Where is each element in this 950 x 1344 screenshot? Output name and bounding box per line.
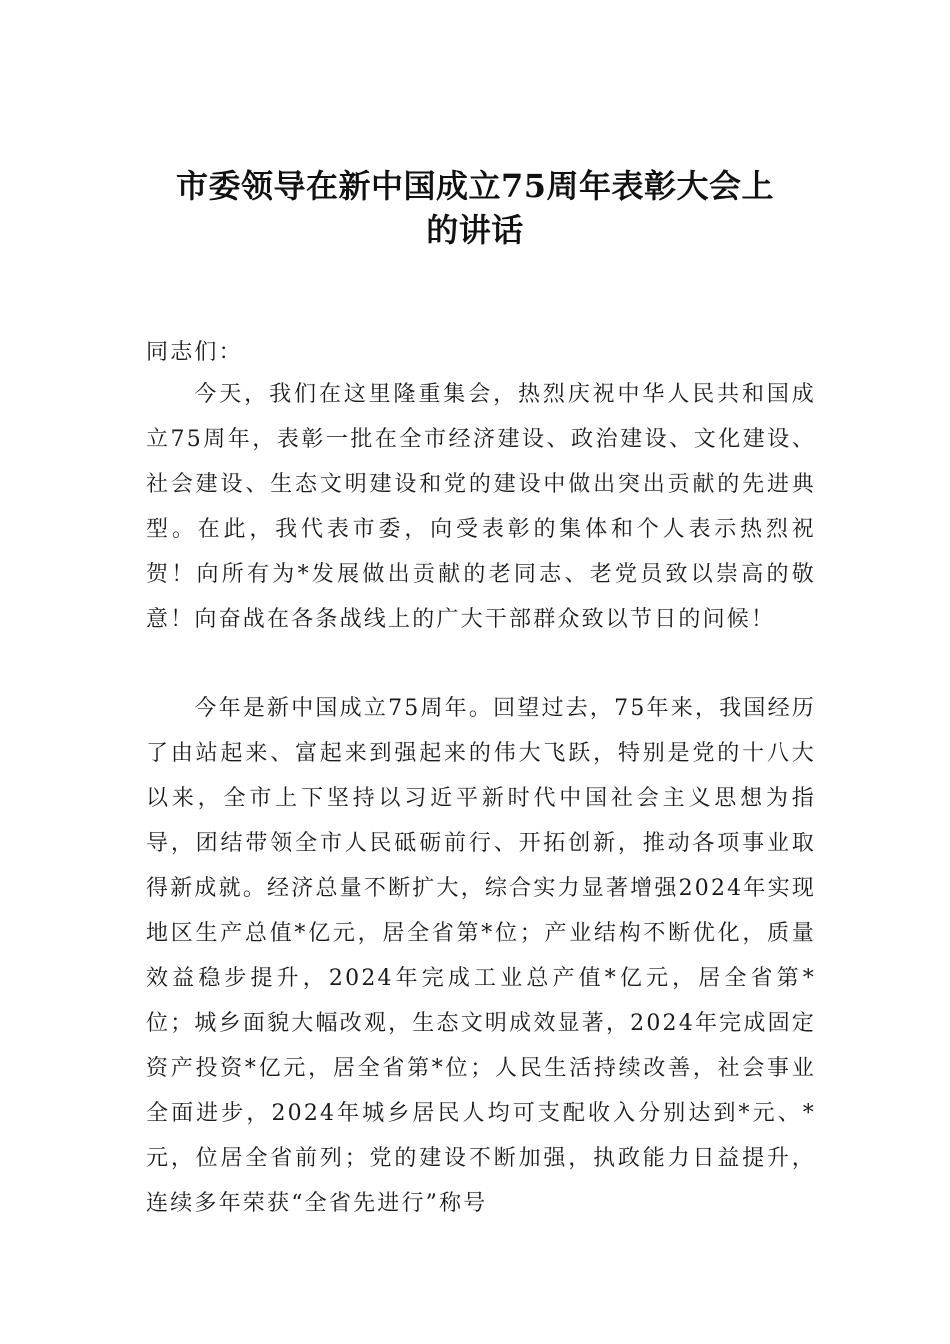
document-title-line-1: 市委领导在新中国成立75周年表彰大会上 — [175, 167, 775, 205]
paragraph-1: 今天，我们在这里隆重集会，热烈庆祝中华人民共和国成立75周年，表彰一批在全市经济建设、政治建设、文化建设、社会建设、生态文明建设和党的建设中做出突出贡献的先进典型。在此，我代表市委，向受表彰的集体和个人表示热烈祝贺！向所有为*发展做出贡献的老同志、老党员致以崇高的敬意！向奋战在各条战线上的广大干部群众致以节日的问候！ — [146, 382, 816, 632]
salutation: 同志们： — [146, 340, 243, 365]
document-title-line-2: 的讲话 — [426, 211, 524, 249]
paragraph-2: 今年是新中国成立75周年。回望过去，75年来，我国经历了由站起来、富起来到强起来的伟大飞跃，特别是党的十八大以来，全市上下坚持以习近平新时代中国社会主义思想为指导，团结带领全市人民砥砺前行、开拓创新，推动各项事业取得新成就。经济总量不断扩大，综合实力显著增强2024年实现地区生产总值*亿元，居全省第*位；产业结构不断优化，质量效益稳步提升，2024年完成工业总产值*亿元，居全省第*位；城乡面貌大幅改观，生态文明成效显著，2024年完成固定资产投资*亿元，居全省第*位；人民生活持续改善，社会事业全面进步，2024年城乡居民人均可支配收入分别达到*元、*元，位居全省前列；党的建设不断加强，执政能力日益提升，连续多年荣获“全省先进行”称号 — [146, 696, 816, 1216]
